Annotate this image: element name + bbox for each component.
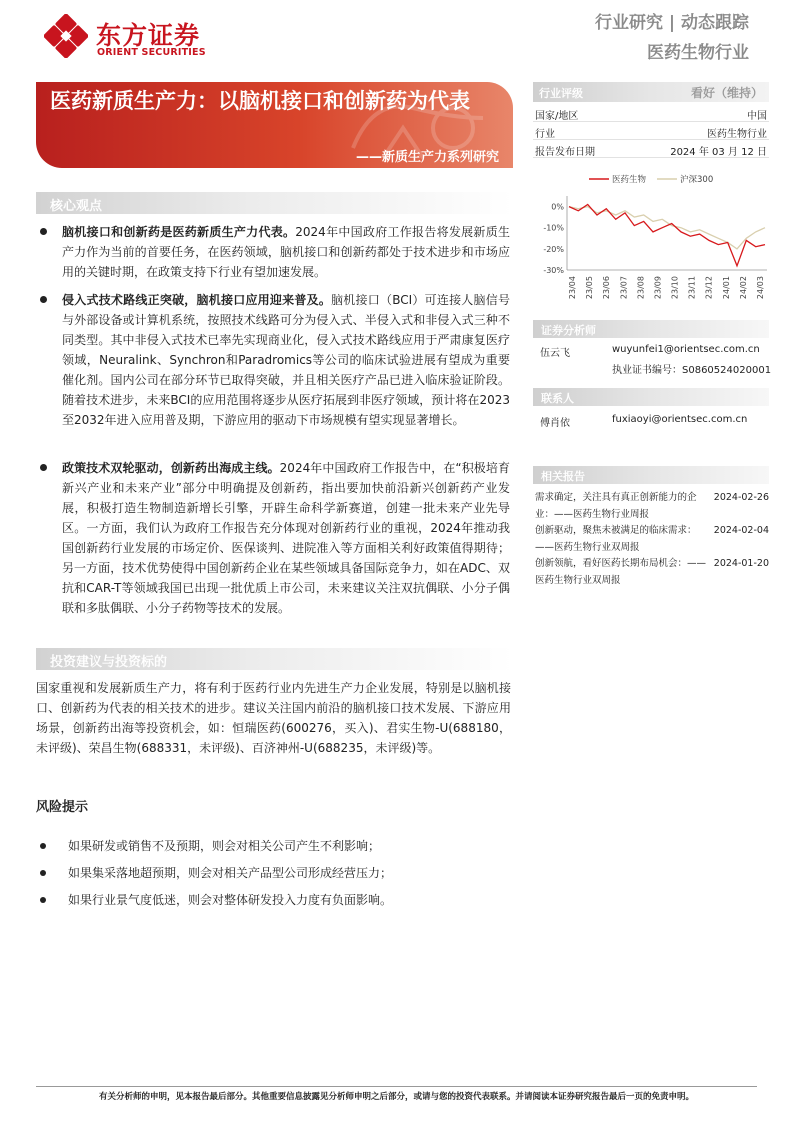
- related-report-title[interactable]: 创新领航，看好医药长期布局机会：——医药生物行业双周报: [535, 558, 707, 586]
- x-tick-label: 23/04: [568, 276, 577, 300]
- series-line-沪深300: [569, 207, 765, 249]
- related-heading: 相关报告: [541, 470, 585, 483]
- logo-text-cn: 东方证券: [96, 21, 201, 50]
- rating-value: 看好（维持）: [690, 86, 763, 100]
- company-logo: [44, 14, 234, 62]
- analyst-heading: 证券分析师: [541, 324, 596, 337]
- investment-text: 国家重视和发展新质生产力，将有利于医药行业内先进生产力企业发展，特别是以脑机接口、创新药为代表的相关技术的进步。建议关注国内前沿的脑机接口技术发展、下游应用场景，创新药出海等投资机会，如：恒瑞医药(600276，买入)、君实生物-U(688180，未评级)、荣昌生物(688331，未评级)、百济神州-U(688235，未评级)等。: [36, 681, 511, 755]
- title-banner: [36, 82, 513, 168]
- rating-bar: [533, 82, 769, 102]
- x-tick-label: 23/08: [636, 276, 646, 300]
- bullet-icon: [40, 843, 46, 849]
- analyst-name: 伍云飞: [540, 348, 570, 359]
- investment-header: [36, 648, 513, 670]
- chart-svg: [533, 168, 769, 310]
- report-header-info: [595, 12, 749, 64]
- bullet-text: 2024年中国政府工作报告中，在“积极培育新兴产业和未来产业”部分中明确提及创新药，指出要加快前沿新兴创新药产业发展，积极打造生物制造新增长引擎，开辟生命科学新赛道，创建一批未来产业先导区。一方面，我们认为政府工作报告充分体现对创新药行业的重视，2024年推动我国创新药行业发展的市场定价、医保谈判、进院准入等方面相关利好政策值得期待；另一方面，技术优势使得中国创新药企业在某些领域具备国际竞争力，如在ADC、双抗和CAR-T等领域我国已出现一批优质上市公司，未来建议关注双抗偶联、小分子偶联和多肽偶联、小分子药物等技术的发展。: [62, 461, 510, 615]
- decorative-dots: [603, 475, 618, 479]
- footer-divider: [36, 1086, 757, 1087]
- related-report-item[interactable]: [535, 489, 769, 523]
- contact-header: [533, 388, 769, 406]
- report-type: 行业研究 | 动态跟踪: [594, 13, 749, 33]
- contact-name: 傅肖依: [540, 418, 570, 429]
- investment-heading: 投资建议与投资标的: [50, 655, 168, 670]
- info-label: 报告发布日期: [535, 147, 595, 158]
- info-value: 中国: [747, 111, 767, 122]
- risk-item: [40, 892, 510, 908]
- core-view-bullet: [40, 290, 510, 430]
- legend-label-0: 医药生物: [612, 175, 647, 185]
- analyst-cert: 执业证书编号：S0860524020001: [612, 365, 772, 376]
- related-report-date: 2024-02-04: [713, 525, 769, 536]
- risk-text: 如果研发或销售不及预期，则会对相关公司产生不利影响；: [68, 839, 381, 853]
- related-report-item[interactable]: [535, 555, 769, 589]
- x-tick-label: 23/07: [619, 276, 629, 300]
- performance-chart: [533, 168, 769, 310]
- bullet-icon: [40, 296, 47, 303]
- risk-text: 如果集采落地超预期，则会对相关产品型公司形成经营压力；: [68, 866, 393, 880]
- contact-email[interactable]: fuxiaoyi@orientsec.com.cn: [612, 414, 748, 425]
- risk-item: [40, 865, 510, 881]
- info-value: 医药生物行业: [707, 129, 767, 140]
- analyst-email[interactable]: wuyunfei1@orientsec.com.cn: [612, 344, 760, 355]
- x-tick-label: 23/11: [687, 276, 697, 300]
- rating-label: 行业评级: [539, 87, 583, 100]
- bullet-icon: [40, 464, 47, 471]
- info-label: 行业: [535, 129, 555, 140]
- risk-text: 如果行业景气度低迷，则会对整体研发投入力度有负面影响。: [68, 893, 393, 907]
- bullet-text: 脑机接口（BCI）可连接人脑信号与外部设备或计算机系统，按照技术线路可分为侵入式、半侵入式和非侵入式三种不同类型。其中非侵入式技术已率先实现商业化，侵入式技术路线应用于严肃康复医疗领域，Neuralink、Synchron和Paradromics等公司的临床试验进展有望成为重要催化剂。国内公司在部分环节已取得突破，并且相关医疗产品已进入临床验证阶段。随着技术进步，未来BCI的应用范围将逐步从医疗拓展到非医疗领域，预计将在2023至2032年进入应用普及期，下游应用的驱动下市场规模有望实现显著增长。: [62, 293, 510, 427]
- footer-disclaimer: 有关分析师的申明，见本报告最后部分。其他重要信息披露见分析师申明之后部分，或请与您的投资代表联系。并请阅读本证券研究报告最后一页的免责申明。: [98, 1092, 694, 1102]
- related-report-date: 2024-02-26: [713, 492, 769, 503]
- bullet-lead: 政策技术双轮驱动，创新药出海成主线。: [62, 461, 280, 475]
- x-tick-label: 23/09: [653, 276, 663, 300]
- info-row-date: [533, 140, 769, 158]
- y-tick-label: -10%: [543, 223, 564, 233]
- report-title: 医药新质生产力：以脑机接口和创新药为代表: [50, 89, 470, 113]
- report-industry: 医药生物行业: [647, 43, 749, 63]
- bullet-lead: 侵入式技术路线正突破，脑机接口应用迎来普及。: [62, 293, 332, 307]
- decorative-dots: [593, 397, 608, 401]
- y-tick-label: -20%: [543, 244, 564, 254]
- x-tick-label: 23/12: [704, 276, 714, 300]
- x-tick-label: 23/06: [602, 276, 612, 300]
- related-report-item[interactable]: [535, 522, 769, 556]
- decorative-dots: [186, 659, 204, 663]
- info-row-industry: [533, 122, 769, 140]
- bullet-lead: 脑机接口和创新药是医药新质生产力代表。: [62, 225, 296, 239]
- info-value: 2024 年 03 月 12 日: [670, 147, 767, 158]
- logo-icon: [44, 14, 88, 58]
- x-tick-label: 23/05: [585, 276, 595, 300]
- core-view-bullet: [40, 458, 510, 618]
- bullet-icon: [40, 228, 47, 235]
- related-report-title[interactable]: 需求确定，关注具有真正创新能力的企业：——医药生物行业周报: [535, 492, 697, 520]
- related-header: [533, 466, 769, 484]
- related-report-date: 2024-01-20: [713, 558, 769, 569]
- logo-text-en: ORIENT SECURITIES: [97, 47, 206, 58]
- info-row-region: [533, 104, 769, 122]
- x-tick-label: 24/01: [721, 276, 731, 300]
- legend-label-1: 沪深300: [680, 175, 714, 185]
- y-tick-label: 0%: [551, 202, 564, 212]
- report-subtitle: ——新质生产力系列研究: [355, 150, 499, 165]
- series-line-医药生物: [569, 205, 765, 266]
- contact-heading: 联系人: [541, 392, 574, 405]
- bullet-text: 2024年中国政府工作报告将发展新质生产力作为当前的首要任务，在医药领域，脑机接口和创新药都处于技术进步和市场应用的关键时期，在政策支持下行业有望加速发展。: [62, 225, 510, 279]
- risk-heading: 风险提示: [36, 800, 89, 815]
- related-report-title[interactable]: 创新驱动，聚焦未被满足的临床需求：——医药生物行业双周报: [535, 525, 697, 553]
- core-view-bullet: [40, 222, 510, 282]
- bullet-icon: [40, 870, 46, 876]
- x-tick-label: 24/02: [738, 276, 748, 300]
- decorative-dots: [118, 203, 136, 207]
- core-views-header: [36, 192, 513, 214]
- decorative-dots: [607, 329, 622, 333]
- risk-item: [40, 838, 510, 854]
- info-label: 国家/地区: [535, 111, 579, 122]
- core-views-heading: 核心观点: [50, 199, 103, 214]
- x-tick-label: 24/03: [756, 276, 765, 300]
- x-tick-label: 23/10: [670, 276, 680, 300]
- bullet-icon: [40, 897, 46, 903]
- analyst-header: [533, 320, 769, 338]
- y-tick-label: -30%: [543, 266, 564, 275]
